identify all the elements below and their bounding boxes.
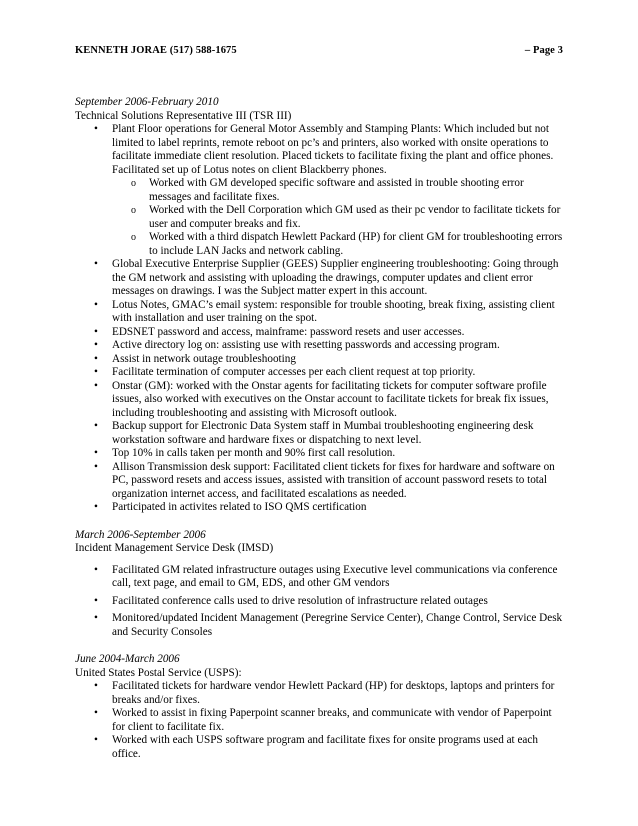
page-header [75, 45, 563, 56]
job-section-3 [75, 653, 563, 761]
job-title: Technical Solutions Representative III (TSR III) [75, 109, 292, 122]
bullet-item: • Active directory log on: assisting use with resetting passwords and accessing program. [75, 339, 563, 353]
job-date: March 2006-September 2006 [75, 528, 206, 541]
bullet-item [75, 123, 563, 258]
job-title: United States Postal Service (USPS): [75, 666, 242, 679]
job-date: September 2006-February 2010 [75, 96, 219, 108]
bullet-item: • Backup support for Electronic Data System staff in Mumbai troubleshooting engineering desk workstation software and hardware fixes or dispatching to next level. [75, 420, 563, 447]
bullet-item: • Participated in activites related to ISO QMS certification [75, 501, 563, 515]
bullet-item: • EDSNET password and access, mainframe: password resets and user accesses. [75, 326, 563, 340]
bullet-item: • Top 10% in calls taken per month and 90% first call resolution. [75, 447, 563, 461]
job-bullets [75, 123, 563, 515]
bullet-item: • Facilitate termination of computer accesses per each client request at top priority. [75, 366, 563, 380]
bullet-item: • Facilitated tickets for hardware vendor Hewlett Packard (HP) for desktops, laptops and printers for breaks and/or fixes. [75, 680, 563, 707]
bullet-item: • Onstar (GM): worked with the Onstar agents for facilitating tickets for computer software profile issues, also worked with executives on the Onstar account to facilitate tickets for break fix issues, including troubleshooting and assisting with Microsoft outlook. [75, 380, 563, 421]
job-bullets [75, 564, 563, 640]
bullet-item: • Global Executive Enterprise Supplier (GEES) Supplier engineering troubleshooting: Going through the GM network and assisting with uploading the drawings, computer updates and client error messages on drawings. I was the Subject matter expert in this account. [75, 258, 563, 299]
bullet-item: • Facilitated GM related infrastructure outages using Executive level communications via conference call, text page, and email to GM, EDS, and other GM vendors [75, 564, 563, 591]
sub-bullet-item: o Worked with GM developed specific software and assisted in trouble shooting error messages and facilitate fixes. [112, 177, 563, 204]
job-bullets [75, 680, 563, 761]
header-page-number: – Page 3 [524, 45, 563, 56]
bullet-item: • Monitored/updated Incident Management (Peregrine Service Center), Change Control, Service Desk and Security Consoles [75, 612, 563, 639]
sub-bullet-item: o Worked with a third dispatch Hewlett Packard (HP) for client GM for troubleshooting errors to include LAN Jacks and network cabling. [112, 231, 563, 258]
job-date: June 2004-March 2006 [75, 653, 180, 665]
bullet-item: • Lotus Notes, GMAC’s email system: responsible for trouble shooting, break fixing, assisting client with installation and user training on the spot. [75, 299, 563, 326]
header-name-phone: KENNETH JORAE (517) 588-1675 [75, 45, 237, 56]
sub-bullet-item: o Worked with the Dell Corporation which GM used as their pc vendor to facilitate tickets for user and computer breaks and fix. [112, 204, 563, 231]
bullet-item: • Allison Transmission desk support: Facilitated client tickets for fixes for hardware and software on PC, password resets and access issues, assisted with transition of account password resets to total organization internet access, and facilitated escalations as needed. [75, 461, 563, 502]
sub-bullets [112, 177, 563, 258]
bullet-item: • Worked with each USPS software program and facilitate fixes for onsite programs used at each office. [75, 734, 563, 761]
bullet-item: • Assist in network outage troubleshooting [75, 353, 563, 367]
job-section-1 [75, 96, 563, 515]
bullet-item: • Facilitated conference calls used to drive resolution of infrastructure related outages [75, 595, 563, 609]
bullet-text: Plant Floor operations for General Motor Assembly and Stamping Plants: Which included but not limited to label reprints, remote reboot on pc’s and printers, also worked with onsite operations to facilitate immediate client resolution. Placed tickets to facilitate fixing the plant and office phones. Facilitated set up of Lotus notes on client Blackberry phones. [112, 123, 554, 176]
job-section-2 [75, 529, 563, 640]
job-title: Incident Management Service Desk (IMSD) [75, 542, 274, 554]
resume-content [75, 96, 563, 761]
bullet-item: • Worked to assist in fixing Paperpoint scanner breaks, and communicate with vendor of Paperpoint for client to facilitate fix. [75, 707, 563, 734]
